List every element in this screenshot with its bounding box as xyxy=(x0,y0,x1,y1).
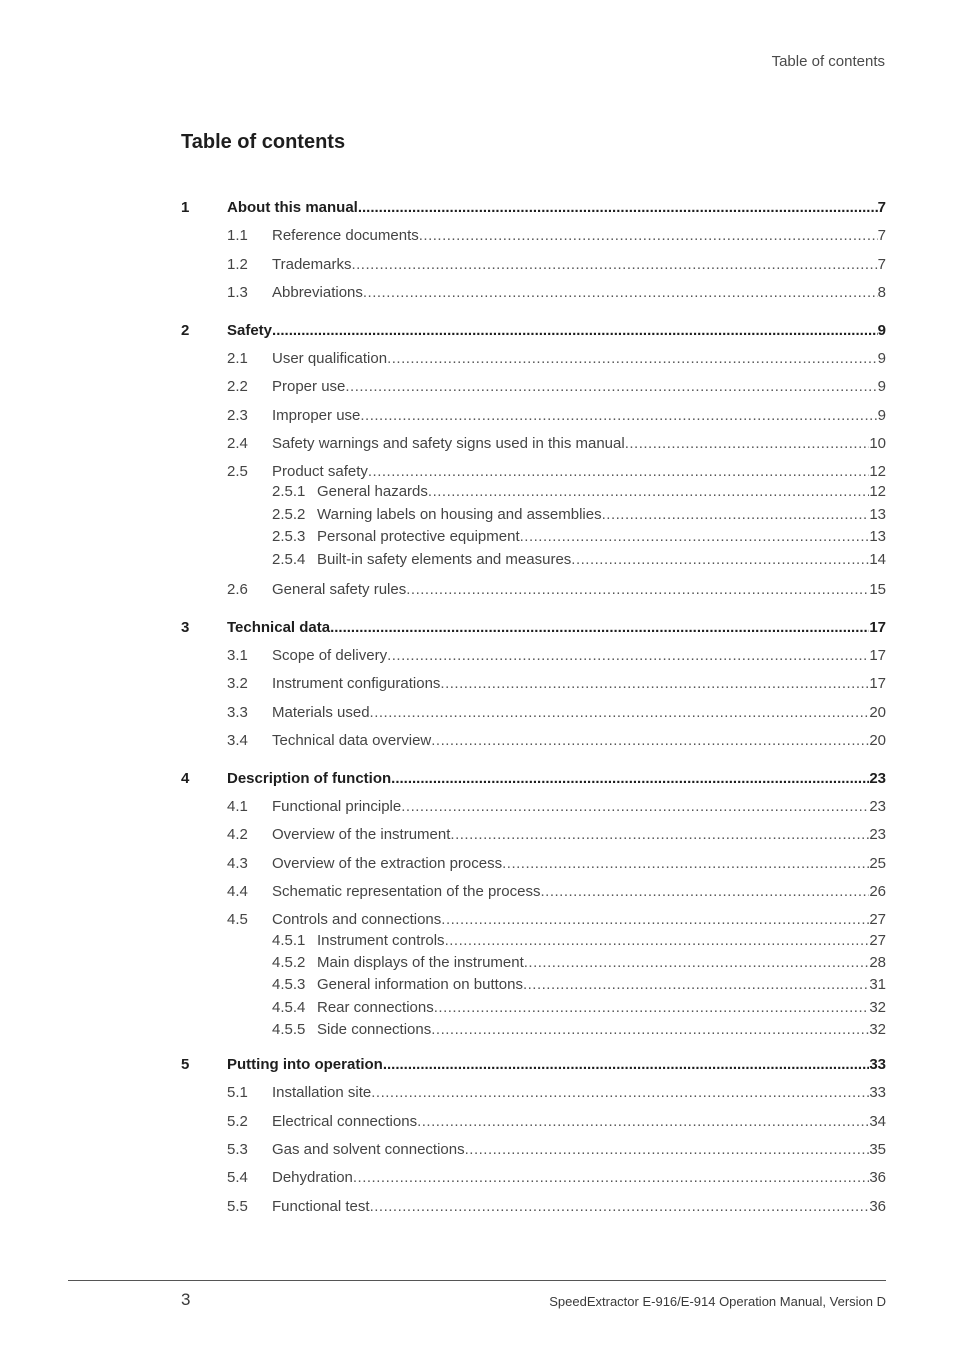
toc-entry-title: Proper use xyxy=(272,378,346,396)
toc-entry-level-2[interactable] xyxy=(181,430,886,458)
toc-entry-level-3[interactable] xyxy=(181,1019,886,1041)
toc-entry-number: 5.4 xyxy=(227,1169,248,1187)
toc-leader-dots xyxy=(523,974,869,996)
footer-manual-title: SpeedExtractor E-916/E-914 Operation Manual, Version D xyxy=(549,1294,886,1309)
toc-leader-dots xyxy=(417,1108,869,1136)
toc-entry-page: 7 xyxy=(877,227,886,245)
toc-entry-level-2[interactable] xyxy=(181,850,886,878)
toc-leader-dots xyxy=(540,878,869,906)
toc-entry-number: 3.2 xyxy=(227,675,248,693)
toc-entry-level-2[interactable] xyxy=(181,727,886,755)
toc-entry-page: 27 xyxy=(869,911,886,929)
toc-entry-title: Instrument configurations xyxy=(272,675,441,693)
toc-entry-number: 2.5.3 xyxy=(272,528,306,546)
toc-entry-title: Built-in safety elements and measures xyxy=(317,550,572,568)
toc-leader-dots xyxy=(330,614,869,642)
toc-entry-title: Description of function xyxy=(227,769,392,787)
footer-divider xyxy=(68,1280,886,1281)
toc-entry-title: Materials used xyxy=(272,703,370,721)
toc-entry-title: Gas and solvent connections xyxy=(272,1140,465,1158)
toc-entry-number: 1.2 xyxy=(227,255,248,273)
toc-entry-page: 12 xyxy=(869,483,886,501)
toc-entry-title: Functional principle xyxy=(272,798,402,816)
toc-entry-title: Safety warnings and safety signs used in this manual xyxy=(272,434,625,452)
toc-entry-title: Controls and connections xyxy=(272,911,442,929)
toc-entry-title: General hazards xyxy=(317,483,428,501)
toc-entry-title: Electrical connections xyxy=(272,1112,418,1130)
toc-entry-title: Dehydration xyxy=(272,1169,353,1187)
toc-entry-title: Side connections xyxy=(317,1021,432,1039)
toc-entry-page: 20 xyxy=(869,732,886,750)
toc-entry-level-2[interactable] xyxy=(181,279,886,307)
toc-entry-level-3[interactable] xyxy=(181,974,886,996)
toc-entry-level-1[interactable] xyxy=(181,317,886,345)
toc-entry-page: 20 xyxy=(869,703,886,721)
toc-entry-title: Safety xyxy=(227,321,273,339)
toc-leader-dots xyxy=(363,279,878,307)
toc-entry-title: Schematic representation of the process xyxy=(272,883,541,900)
toc-entry-level-2[interactable] xyxy=(181,373,886,401)
toc-entry-page: 8 xyxy=(877,283,886,301)
toc-entry-page: 35 xyxy=(869,1140,886,1158)
toc-entry-title: Installation site xyxy=(272,1084,372,1102)
toc-entry-level-2[interactable] xyxy=(181,642,886,670)
toc-entry-title: User qualification xyxy=(272,349,388,367)
toc-entry-level-2[interactable] xyxy=(181,576,886,604)
toc-entry-page: 34 xyxy=(869,1112,886,1130)
toc-leader-dots xyxy=(370,1193,870,1221)
toc-leader-dots xyxy=(428,481,869,503)
toc-entry-number: 5.2 xyxy=(227,1112,248,1130)
toc-entry-title: Trademarks xyxy=(272,255,352,273)
toc-leader-dots xyxy=(360,402,877,430)
toc-entry-number: 2.5 xyxy=(227,463,248,481)
toc-leader-dots xyxy=(370,699,870,727)
toc-entry-number: 1.1 xyxy=(227,227,248,245)
toc-entry-title: Main displays of the instrument xyxy=(317,953,524,971)
toc-entry-page: 13 xyxy=(869,528,886,546)
toc-entry-number: 4.3 xyxy=(227,854,248,872)
table-of-contents xyxy=(181,194,886,1221)
toc-entry-page: 13 xyxy=(869,505,886,523)
toc-entry-number: 3.1 xyxy=(227,647,248,665)
toc-entry-page: 15 xyxy=(869,581,886,599)
toc-entry-number: 2.5.2 xyxy=(272,505,306,523)
toc-leader-dots xyxy=(431,1019,869,1041)
toc-leader-dots xyxy=(387,345,878,373)
toc-leader-dots xyxy=(406,576,869,604)
toc-leader-dots xyxy=(625,430,870,458)
toc-entry-title: Overview of the instrument xyxy=(272,826,451,844)
toc-entry-title: Rear connections xyxy=(317,998,434,1016)
toc-entry-number: 3 xyxy=(181,618,190,636)
toc-entry-page: 23 xyxy=(869,798,886,816)
toc-entry-number: 4.5.4 xyxy=(272,998,306,1016)
toc-entry-title: Instrument controls xyxy=(317,931,445,949)
toc-entry-level-3[interactable] xyxy=(181,930,886,952)
footer-page-number: 3 xyxy=(181,1290,191,1309)
toc-entry-level-2[interactable] xyxy=(181,1136,886,1164)
toc-entry-page: 9 xyxy=(877,321,886,339)
toc-entry-number: 2.5.4 xyxy=(272,550,306,568)
toc-entry-title: Scope of delivery xyxy=(272,647,388,665)
toc-entry-title: Technical data xyxy=(227,618,331,636)
toc-entry-level-2[interactable] xyxy=(181,878,886,906)
toc-leader-dots xyxy=(391,765,869,793)
toc-entry-page: 26 xyxy=(869,883,886,900)
toc-leader-dots xyxy=(371,1079,869,1107)
toc-entry-title: Improper use xyxy=(272,406,361,424)
toc-leader-dots xyxy=(520,526,870,548)
toc-entry-number: 5 xyxy=(181,1056,190,1074)
toc-entry-page: 17 xyxy=(869,647,886,665)
toc-entry-page: 9 xyxy=(877,406,886,424)
toc-entry-number: 4.5.3 xyxy=(272,976,306,994)
toc-entry-level-1[interactable] xyxy=(181,1051,886,1079)
toc-entry-level-2[interactable] xyxy=(181,345,886,373)
toc-entry-number: 2.1 xyxy=(227,349,248,367)
toc-entry-page: 33 xyxy=(869,1084,886,1102)
toc-entry-page: 17 xyxy=(869,675,886,693)
toc-entry-level-2[interactable] xyxy=(181,793,886,821)
toc-leader-dots xyxy=(434,997,870,1019)
toc-entry-number: 2.3 xyxy=(227,406,248,424)
toc-entry-level-3[interactable] xyxy=(181,504,886,526)
toc-entry-number: 4.2 xyxy=(227,826,248,844)
toc-entry-page: 36 xyxy=(869,1197,886,1215)
toc-entry-number: 4.5.1 xyxy=(272,931,306,949)
toc-entry-number: 4.1 xyxy=(227,798,248,816)
toc-entry-page: 32 xyxy=(869,1021,886,1039)
toc-entry-number: 2 xyxy=(181,321,190,339)
toc-leader-dots xyxy=(401,793,869,821)
toc-entry-page: 32 xyxy=(869,998,886,1016)
toc-entry-title: Product safety xyxy=(272,463,368,481)
toc-entry-page: 31 xyxy=(869,976,886,994)
toc-entry-number: 4 xyxy=(181,769,190,787)
toc-entry-number: 4.4 xyxy=(227,883,248,900)
toc-leader-dots xyxy=(571,549,869,571)
toc-entry-title: Overview of the extraction process xyxy=(272,854,503,872)
toc-leader-dots xyxy=(502,850,869,878)
toc-entry-page: 36 xyxy=(869,1169,886,1187)
toc-entry-level-2[interactable] xyxy=(181,402,886,430)
toc-entry-number: 4.5.2 xyxy=(272,953,306,971)
page-title: Table of contents xyxy=(181,131,346,153)
toc-entry-level-2[interactable] xyxy=(181,222,886,250)
toc-entry-title: Abbreviations xyxy=(272,283,363,301)
toc-entry-level-3[interactable] xyxy=(181,952,886,974)
toc-leader-dots xyxy=(419,222,878,250)
toc-leader-dots xyxy=(351,251,877,279)
toc-entry-level-2[interactable] xyxy=(181,251,886,279)
toc-entry-page: 7 xyxy=(877,199,886,216)
toc-entry-page: 7 xyxy=(877,255,886,273)
toc-entry-page: 12 xyxy=(869,463,886,481)
toc-entry-page: 33 xyxy=(869,1056,886,1074)
running-head: Table of contents xyxy=(771,53,885,70)
toc-leader-dots xyxy=(440,670,869,698)
toc-entry-title: Functional test xyxy=(272,1197,370,1215)
toc-leader-dots xyxy=(431,727,869,755)
toc-entry-page: 23 xyxy=(869,826,886,844)
toc-entry-page: 23 xyxy=(869,769,886,787)
toc-entry-number: 4.5 xyxy=(227,911,248,929)
toc-entry-title: Personal protective equipment xyxy=(317,528,520,546)
toc-leader-dots xyxy=(602,504,870,526)
toc-leader-dots xyxy=(358,194,878,222)
toc-entry-number: 2.4 xyxy=(227,434,248,452)
toc-entry-page: 14 xyxy=(869,550,886,568)
toc-entry-number: 5.1 xyxy=(227,1084,248,1102)
toc-entry-page: 9 xyxy=(877,378,886,396)
toc-entry-level-2[interactable] xyxy=(181,1164,886,1192)
toc-entry-level-3[interactable] xyxy=(181,549,886,571)
toc-entry-page: 10 xyxy=(869,434,886,452)
toc-entry-title: General information on buttons xyxy=(317,976,523,994)
toc-leader-dots xyxy=(387,642,869,670)
toc-entry-title: About this manual xyxy=(227,199,358,216)
toc-entry-level-1[interactable] xyxy=(181,194,886,222)
toc-entry-number: 1 xyxy=(181,199,190,216)
toc-entry-number: 2.5.1 xyxy=(272,483,306,501)
toc-entry-title: Putting into operation xyxy=(227,1056,383,1074)
toc-entry-level-3[interactable] xyxy=(181,481,886,503)
toc-entry-number: 2.6 xyxy=(227,581,248,599)
toc-entry-level-2[interactable] xyxy=(181,670,886,698)
toc-entry-level-3[interactable] xyxy=(181,997,886,1019)
toc-entry-page: 27 xyxy=(869,931,886,949)
toc-entry-page: 9 xyxy=(877,349,886,367)
toc-leader-dots xyxy=(353,1164,869,1192)
toc-entry-number: 3.3 xyxy=(227,703,248,721)
toc-entry-level-2[interactable] xyxy=(181,699,886,727)
toc-entry-level-1[interactable] xyxy=(181,614,886,642)
toc-entry-level-1[interactable] xyxy=(181,765,886,793)
toc-entry-number: 5.5 xyxy=(227,1197,248,1215)
toc-leader-dots xyxy=(524,952,870,974)
toc-entry-number: 2.2 xyxy=(227,378,248,396)
toc-entry-number: 1.3 xyxy=(227,283,248,301)
toc-entry-title: General safety rules xyxy=(272,581,407,599)
toc-leader-dots xyxy=(465,1136,870,1164)
toc-leader-dots xyxy=(272,317,878,345)
toc-leader-dots xyxy=(450,821,869,849)
toc-entry-level-2[interactable] xyxy=(181,821,886,849)
toc-entry-level-2[interactable] xyxy=(181,1079,886,1107)
toc-entry-page: 28 xyxy=(869,953,886,971)
toc-entry-page: 17 xyxy=(869,618,886,636)
toc-entry-number: 4.5.5 xyxy=(272,1021,306,1039)
toc-entry-title: Warning labels on housing and assemblies xyxy=(317,505,602,523)
toc-entry-level-3[interactable] xyxy=(181,526,886,548)
toc-entry-level-2[interactable] xyxy=(181,1193,886,1221)
toc-entry-page: 25 xyxy=(869,854,886,872)
toc-entry-number: 5.3 xyxy=(227,1140,248,1158)
toc-entry-title: Technical data overview xyxy=(272,732,432,750)
toc-entry-number: 3.4 xyxy=(227,732,248,750)
toc-entry-title: Reference documents xyxy=(272,227,419,245)
toc-leader-dots xyxy=(345,373,877,401)
toc-leader-dots xyxy=(383,1051,870,1079)
toc-leader-dots xyxy=(445,930,870,952)
toc-entry-level-2[interactable] xyxy=(181,1108,886,1136)
